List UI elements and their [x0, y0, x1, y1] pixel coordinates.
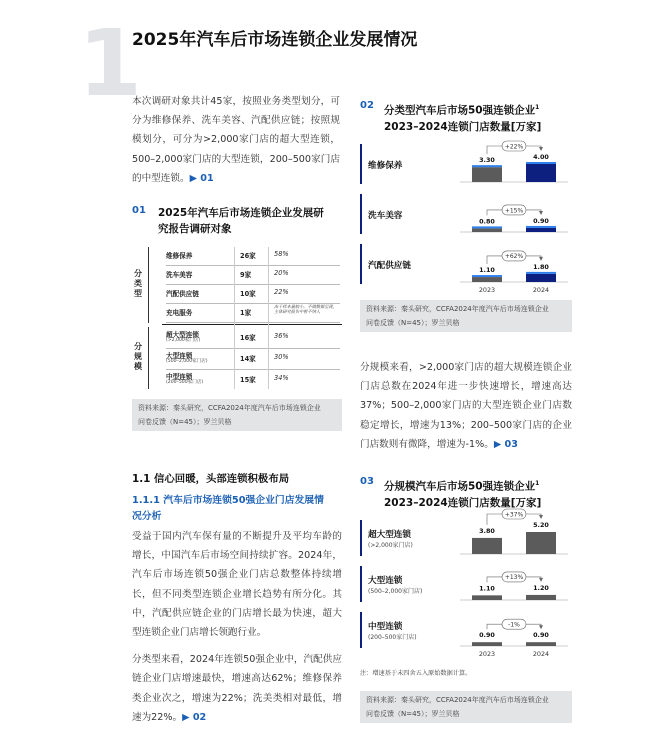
growth-label: +62%: [504, 253, 524, 261]
survey-row-pct: 20%: [274, 269, 289, 277]
series-label: 洗车美容: [368, 211, 403, 221]
bar-value-label: 0.90: [533, 216, 549, 225]
figure-03-number: 03: [360, 476, 374, 487]
series-accent-bar: [360, 144, 362, 184]
growth-label: -1%: [508, 621, 520, 629]
survey-row-name: 超大型连锁: [166, 331, 199, 339]
chapter-number: 1: [78, 10, 143, 117]
bar-value-label: 3.30: [479, 156, 495, 165]
bar-value-label: 0.90: [533, 631, 549, 640]
series-accent-bar: [360, 520, 362, 556]
figure-02-number: 02: [360, 100, 374, 111]
survey-row-divider: [166, 265, 340, 266]
figure-01-source-line1: 资料来源：秦头研究，CCFA2024年度汽车后市场连锁企业: [138, 404, 321, 412]
survey-row-sub: (500–2,000家门店): [166, 359, 208, 364]
group-scale-label: 分规模: [134, 342, 142, 371]
survey-row-divider: [166, 284, 340, 285]
figure-01-number: 01: [132, 205, 146, 216]
series-accent-bar: [360, 612, 362, 648]
series-label: 大型连锁: [368, 576, 403, 586]
survey-row-sub: (>2,000家门店): [166, 338, 201, 343]
page-title: 2025年汽车后市场连锁企业发展情况: [132, 30, 418, 50]
survey-row-divider: [166, 322, 340, 323]
figure-01-title-line1: 2025年汽车后市场连锁企业发展研: [158, 207, 324, 219]
growth-arrow: [539, 625, 543, 629]
bar-value-label: 1.10: [479, 266, 495, 275]
bar-value-label: 0.80: [479, 217, 495, 226]
survey-row-name: 中型连锁: [166, 373, 193, 381]
figure-01: [132, 205, 342, 431]
bar-value-label: 1.10: [479, 584, 495, 593]
figure-02-source-line2: 问卷反馈（N=45）；罗兰贝格: [366, 319, 460, 327]
group-type-label: 分类型: [134, 269, 142, 298]
figure-03-title: [384, 476, 574, 511]
section-1-1-figure-ref[interactable]: ▶ 02: [182, 711, 207, 723]
group-type-bracket: [148, 247, 149, 323]
intro-paragraph: [132, 92, 340, 188]
survey-row-name: 洗车美容: [166, 271, 193, 279]
figure-02-title-line1: 分类型汽车后市场50强连锁企业: [384, 104, 536, 117]
bar-highlight: [526, 272, 556, 274]
bar-value-label: 1.80: [533, 262, 549, 271]
figure-03-source: [360, 691, 572, 723]
bar-2024: [526, 532, 556, 554]
bar-2024: [526, 595, 556, 600]
survey-row-name: 维修保养: [166, 252, 193, 260]
growth-label: +13%: [504, 574, 524, 582]
bar-value-label: 4.00: [533, 153, 549, 161]
bar-2023: [472, 595, 502, 600]
figure-03-note: 注：增速基于未四舍五入原始数据计算。: [360, 670, 472, 677]
figure-02-title: [384, 100, 574, 135]
x-axis-label: 2023: [478, 286, 496, 294]
survey-row-count: 14家: [240, 355, 256, 363]
series-accent-bar: [360, 244, 362, 284]
bar-value-label: 5.20: [533, 521, 549, 529]
survey-row-pct: 58%: [274, 250, 289, 258]
survey-row-count: 15家: [240, 376, 256, 384]
bar-2024: [526, 164, 556, 182]
growth-label: +15%: [504, 207, 524, 215]
bar-2023: [472, 277, 502, 282]
survey-row-name: 汽配供应链: [166, 290, 199, 298]
survey-group-divider: [162, 324, 342, 325]
bar-value-label: 3.80: [479, 526, 495, 535]
figure-01-title: [158, 205, 342, 237]
figure-02-title-line2: 2023–2024连锁门店数量[万家]: [384, 120, 542, 133]
survey-row-name: 大型连锁: [166, 352, 193, 360]
series-accent-bar: [360, 566, 362, 602]
figure-01-source-line2: 问卷反馈（N=45）；罗兰贝格: [138, 418, 232, 426]
growth-arrow: [539, 211, 543, 215]
survey-row-pct: 36%: [274, 332, 289, 340]
series-sublabel: (500–2,000家门店): [368, 588, 423, 595]
growth-label: +22%: [504, 143, 524, 151]
bar-2024: [526, 274, 556, 282]
series-label: 维修保养: [368, 161, 403, 171]
middle-text: 分规模来看，>2,000家门店的超大规模连锁企业门店总数在2024年进一步快速增长，增速高达37%；500–2,000家门店的大型连锁企业门店数稳定增长，增速为13%；200–500家门店的企业门店数则有微降，增速为-1%。: [360, 362, 572, 450]
section-1-1-para2-text: 分类型来看，2024年连锁50强企业中，汽配供应链企业门店增速最快，增速高达62%；维修保养类企业次之，增速为22%；洗美类相对最低，增速为22%。: [132, 654, 342, 723]
section-1-1-1-line2: 况分析: [132, 511, 162, 522]
x-axis-label: 2024: [532, 650, 550, 658]
bar-highlight: [526, 162, 556, 164]
figure-02-source-line1: 资料来源：秦头研究，CCFA2024年度汽车后市场连锁企业: [366, 305, 549, 313]
survey-row-count: 10家: [240, 290, 256, 298]
series-accent-bar: [360, 194, 362, 234]
bar-2023: [472, 167, 502, 182]
bar-value-label: 0.90: [479, 631, 495, 640]
survey-table: [132, 247, 342, 391]
survey-col-divider: [234, 247, 235, 389]
figure-03-title-line1: 分规模汽车后市场50强连锁企业: [384, 480, 536, 493]
x-axis-label: 2024: [532, 286, 550, 294]
survey-col-divider: [268, 247, 269, 389]
group-scale-bracket: [148, 327, 149, 389]
bar-value-label: 1.20: [533, 583, 549, 592]
section-1-1-para2: [132, 650, 342, 727]
survey-row-pct: 由于样本量较小，不做数据呈现，主体研究报告中暂不纳入: [274, 304, 337, 314]
bar-highlight: [472, 226, 502, 228]
bar-highlight: [472, 165, 502, 167]
bar-2023: [472, 228, 502, 232]
series-sublabel: (>2,000家门店): [368, 542, 413, 549]
figure-02-title-sup: 1: [535, 104, 540, 111]
survey-row-count: 1家: [240, 309, 252, 317]
section-1-1-1-line1: 1.1.1 汽车后市场连锁50强企业门店发展情: [132, 495, 324, 506]
bar-highlight: [472, 275, 502, 277]
bar-highlight: [526, 226, 556, 228]
intro-text: 本次调研对象共计45家，按照业务类型划分，可分为维修保养、洗车美容、汽配供应链；按照规模划分，可分为>2,000家门店的超大型连锁，500–2,000家门店的大型连锁，200–500家门店的中型连锁。: [132, 96, 340, 184]
intro-figure-ref[interactable]: ▶ 01: [189, 172, 214, 184]
growth-arrow: [539, 578, 543, 582]
bar-2023: [472, 538, 502, 554]
section-1-1: [132, 470, 342, 727]
survey-row-sub: (200–500家门店): [166, 380, 204, 385]
figure-02: [360, 100, 572, 332]
survey-row-count: 9家: [240, 271, 252, 279]
survey-row-count: 16家: [240, 334, 256, 342]
series-label: 超大型连锁: [368, 530, 411, 540]
survey-row-pct: 34%: [274, 374, 289, 382]
bar-2023: [472, 642, 502, 646]
figure-01-title-line2: 究报告调研对象: [158, 223, 232, 235]
survey-row-pct: 30%: [274, 353, 289, 361]
survey-row-name: 充电服务: [166, 309, 193, 317]
section-1-1-para1: 受益于国内汽车保有量的不断提升及平均车龄的增长，中国汽车后市场空间持续扩容。2024年，汽车后市场连锁50强企业门店总数整体持续增长，但不同类型连锁企业增长趋势有所分化。其中，汽配供应链企业的门店增长最为快速，超大型连锁企业门店增长领跑行业。: [132, 531, 342, 639]
middle-figure-ref[interactable]: ▶ 03: [493, 438, 518, 450]
bar-2024: [526, 642, 556, 646]
figure-02-chart: [360, 140, 572, 296]
section-1-1-heading: 1.1 信心回暖，头部连锁积极布局: [132, 473, 290, 485]
section-1-1-1-heading: [132, 493, 342, 525]
growth-arrow: [539, 257, 543, 261]
figure-03-source-line1: 资料来源：秦头研究，CCFA2024年度汽车后市场连锁企业: [366, 696, 549, 704]
figure-02-source: [360, 300, 572, 332]
growth-arrow: [539, 515, 543, 519]
survey-row-pct: 22%: [274, 288, 289, 296]
x-axis-label: 2023: [478, 650, 496, 658]
figure-03: [360, 476, 572, 723]
figure-03-chart: [360, 511, 572, 664]
series-label: 中型连锁: [368, 622, 403, 632]
bar-2024: [526, 228, 556, 232]
survey-row-divider: [166, 369, 340, 370]
figure-01-source: [132, 399, 342, 431]
survey-row-count: 26家: [240, 252, 256, 260]
growth-label: +37%: [504, 511, 524, 519]
series-sublabel: (200–500家门店): [368, 634, 417, 641]
middle-paragraph: [360, 358, 572, 454]
survey-row-divider: [166, 348, 340, 349]
growth-arrow: [539, 147, 543, 151]
figure-03-title-sup: 1: [535, 480, 540, 487]
series-label: 汽配供应链: [368, 261, 411, 271]
figure-03-source-line2: 问卷反馈（N=45）；罗兰贝格: [366, 710, 460, 718]
figure-03-title-line2: 2023–2024连锁门店数量[万家]: [384, 496, 542, 509]
